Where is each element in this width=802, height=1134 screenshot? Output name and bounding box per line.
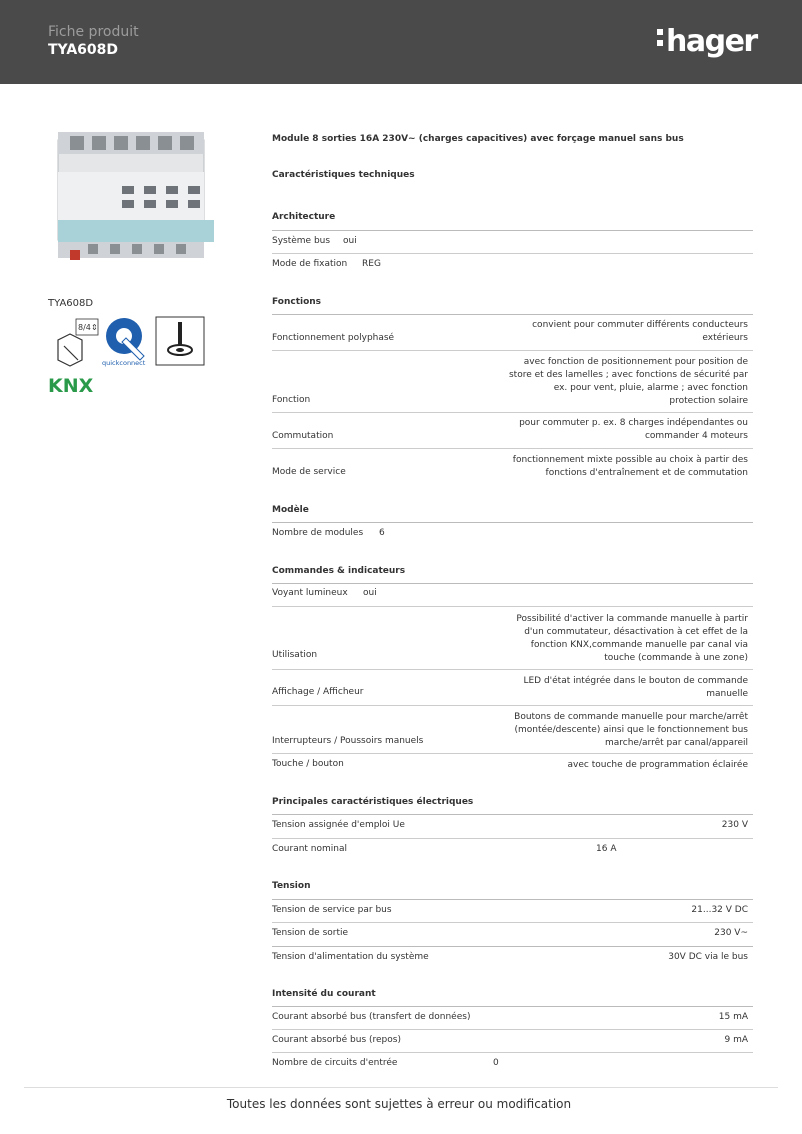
- logo-dots: [657, 24, 664, 51]
- row-value: Boutons de commande manuelle pour marche/arrêt (montée/descente) ainsi que le fonctionnement bus marche/arrêt par canal/appareil: [514, 712, 748, 748]
- row-label: Courant absorbé bus (repos): [272, 1035, 401, 1045]
- svg-text:⇕: ⇕: [91, 323, 98, 332]
- product-icons: [48, 316, 218, 396]
- section-architecture: Architecture: [272, 212, 336, 222]
- divider: [272, 1029, 753, 1030]
- divider: [272, 899, 753, 900]
- section-intensite: Intensité du courant: [272, 989, 376, 999]
- section-tension: Tension: [272, 881, 311, 891]
- row-value: 15 mA: [718, 1012, 748, 1022]
- divider: [272, 922, 753, 923]
- divider: [272, 583, 753, 584]
- row-label: Courant absorbé bus (transfert de données): [272, 1012, 471, 1022]
- footer-disclaimer: Toutes les données sont sujettes à erreur ou modification: [226, 1097, 572, 1111]
- row-value: 21...32 V DC: [691, 905, 748, 915]
- row-value: convient pour commuter différents conducteurs extérieurs: [532, 320, 748, 343]
- row-label: Courant nominal: [272, 844, 348, 854]
- row-label: Touche / bouton: [272, 759, 344, 769]
- row-value: oui: [343, 236, 357, 246]
- row-value: LED d'état intégrée dans le bouton de commande manuelle: [523, 676, 748, 699]
- document-type: Fiche produit: [48, 24, 139, 40]
- logo-text: hager: [666, 24, 757, 59]
- product-headline: Module 8 sorties 16A 230V~ (charges capacitives) avec forçage manuel sans bus: [272, 134, 684, 144]
- section-modele: Modèle: [272, 505, 309, 515]
- knx-logo: KNX: [48, 375, 94, 396]
- row-label: Fonction: [272, 395, 311, 405]
- row-label: Nombre de circuits d'entrée: [272, 1058, 398, 1068]
- row-label: Système bus: [272, 236, 331, 246]
- product-reference: TYA608D: [48, 298, 94, 309]
- section-fonctions: Fonctions: [272, 297, 322, 307]
- row-label: Interrupteurs / Poussoirs manuels: [272, 736, 424, 746]
- divider: [272, 946, 753, 947]
- quickconnect-label: quickconnect: [102, 359, 146, 367]
- divider: [272, 412, 753, 413]
- row-value: REG: [362, 259, 381, 269]
- row-label: Mode de fixation: [272, 259, 348, 269]
- divider: [272, 814, 753, 815]
- row-label: Nombre de modules: [272, 528, 364, 538]
- row-value: Possibilité d'activer la commande manuelle à partir d'un commutateur, désactivation à cet effet de la fonction KNX,commande manuelle par canal via touche (commande à une zone): [516, 614, 748, 663]
- row-value: 6: [379, 528, 385, 538]
- divider: [272, 350, 753, 351]
- row-label: Tension de service par bus: [272, 905, 392, 915]
- row-value: pour commuter p. ex. 8 charges indépendantes ou commander 4 moteurs: [519, 418, 748, 441]
- product-image: [48, 132, 214, 264]
- row-value: 0: [493, 1058, 499, 1068]
- row-label: Mode de service: [272, 467, 346, 477]
- divider: [272, 753, 753, 754]
- divider: [272, 1006, 753, 1007]
- screwdriver-icon: [156, 317, 204, 365]
- row-label: Tension de sortie: [272, 928, 349, 938]
- quickconnect-icon: [102, 318, 146, 367]
- row-value: avec touche de programmation éclairée: [567, 760, 748, 770]
- row-label: Utilisation: [272, 650, 318, 660]
- row-value: 9 mA: [724, 1035, 748, 1045]
- row-value: 230 V: [721, 820, 748, 830]
- hager-logo: [657, 24, 757, 59]
- row-value: avec fonction de positionnement pour position de store et des lamelles ; avec fonctions de sécurité par ex. pour vent, pluie, alarme ; avec fonction protection solaire: [508, 357, 748, 406]
- divider: [272, 838, 753, 839]
- divider: [272, 705, 753, 706]
- section-electriques: Principales caractéristiques électriques: [272, 797, 474, 807]
- row-label: Tension assignée d'emploi Ue: [272, 820, 405, 830]
- row-value: 30V DC via le bus: [668, 952, 748, 962]
- divider: [272, 1052, 753, 1053]
- footer-divider: [24, 1087, 778, 1088]
- row-label: Tension d'alimentation du système: [272, 952, 429, 962]
- row-label: Voyant lumineux: [272, 588, 348, 598]
- row-label: Affichage / Afficheur: [272, 687, 364, 697]
- product-code-title: TYA608D: [48, 42, 119, 58]
- row-label: Commutation: [272, 431, 334, 441]
- row-value: 16 A: [596, 844, 617, 854]
- divider: [272, 669, 753, 670]
- row-label: Fonctionnement polyphasé: [272, 333, 395, 343]
- row-value: fonctionnement mixte possible au choix à partir des fonctions d'entraînement et de commutation: [512, 455, 748, 478]
- divider: [272, 606, 753, 607]
- divider: [272, 522, 753, 523]
- section-commandes: Commandes & indicateurs: [272, 566, 406, 576]
- page-header: [0, 0, 802, 84]
- icon-84-label: 8/4: [78, 323, 91, 332]
- divider: [272, 448, 753, 449]
- divider: [272, 230, 753, 231]
- row-value: 230 V~: [714, 928, 748, 938]
- polyphase-icon: [58, 319, 98, 366]
- divider: [272, 253, 753, 254]
- row-value: oui: [363, 588, 377, 598]
- tech-title: Caractéristiques techniques: [272, 170, 415, 180]
- divider: [272, 314, 753, 315]
